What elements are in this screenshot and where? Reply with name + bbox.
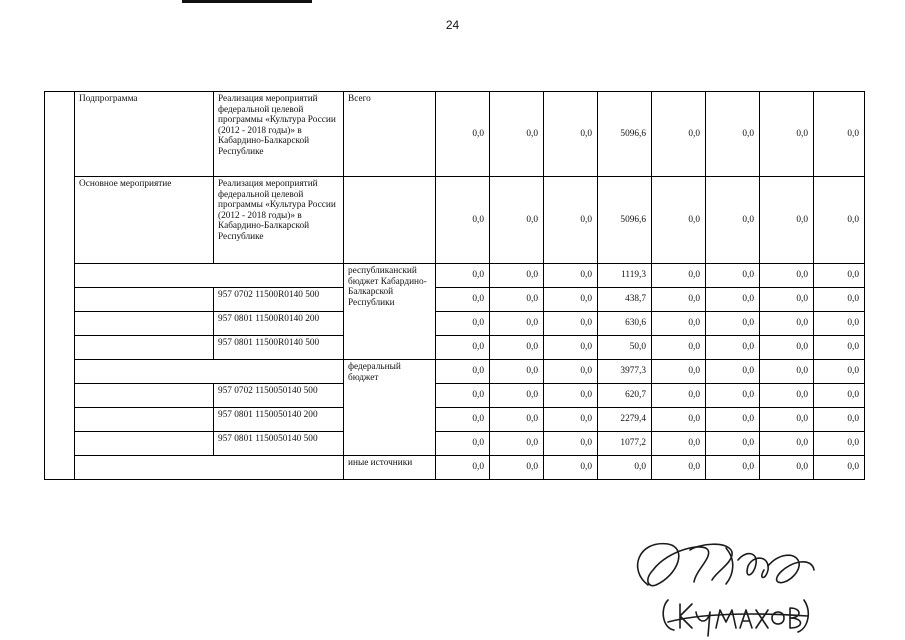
- value-cell: 0,0: [760, 408, 814, 432]
- code-cell: [75, 456, 344, 480]
- top-edge-fragment: [182, 0, 312, 3]
- name-cell: Реализация мероприятий федеральной целевой программы «Культура России (2012 - 2018 годы)» в Кабардино-Балкарской Республике: [214, 92, 344, 177]
- value-cell: 0,0: [436, 456, 490, 480]
- value-cell: 0,0: [706, 177, 760, 264]
- table-row: [45, 432, 865, 456]
- name-cell: Реализация мероприятий федеральной целевой программы «Культура России (2012 - 2018 годы)» в Кабардино-Балкарской Республике: [214, 177, 344, 264]
- value-cell: 0,0: [490, 288, 544, 312]
- value-cell: 0,0: [652, 384, 706, 408]
- blank-cell: [75, 288, 214, 312]
- blank-cell: [75, 312, 214, 336]
- value-cell: 0,0: [436, 288, 490, 312]
- value-cell: 0,0: [652, 456, 706, 480]
- table-row: [45, 312, 865, 336]
- value-cell: 0,0: [760, 384, 814, 408]
- value-cell: 0,0: [490, 92, 544, 177]
- code-cell: 957 0801 11500R0140 500: [214, 336, 344, 360]
- value-cell: 0,0: [814, 177, 865, 264]
- source-cell: [344, 177, 436, 264]
- value-cell: 0,0: [436, 384, 490, 408]
- value-cell: 0,0: [490, 312, 544, 336]
- blank-cell: [75, 408, 214, 432]
- value-cell: 0,0: [760, 360, 814, 384]
- value-cell: 0,0: [652, 432, 706, 456]
- blank-cell: [75, 336, 214, 360]
- value-cell: 0,0: [706, 92, 760, 177]
- table-row: [45, 92, 865, 177]
- code-cell: [75, 360, 344, 384]
- source-cell: федеральный бюджет: [344, 360, 436, 456]
- value-cell: 1077,2: [598, 432, 652, 456]
- value-cell: 0,0: [490, 177, 544, 264]
- type-cell: Основное мероприятие: [75, 177, 214, 264]
- value-cell: 0,0: [814, 312, 865, 336]
- value-cell: 0,0: [436, 432, 490, 456]
- code-cell: [75, 264, 344, 288]
- value-cell: 0,0: [706, 336, 760, 360]
- value-cell: 0,0: [490, 408, 544, 432]
- value-cell: 630,6: [598, 312, 652, 336]
- table-row: [45, 177, 865, 264]
- value-cell: 0,0: [652, 288, 706, 312]
- value-cell: 0,0: [814, 456, 865, 480]
- value-cell: 0,0: [544, 384, 598, 408]
- value-cell: 0,0: [544, 177, 598, 264]
- value-cell: 0,0: [652, 360, 706, 384]
- index-cell: [45, 92, 75, 480]
- value-cell: 0,0: [760, 92, 814, 177]
- value-cell: 5096,6: [598, 92, 652, 177]
- blank-cell: [75, 432, 214, 456]
- value-cell: 0,0: [814, 360, 865, 384]
- table-row: [45, 336, 865, 360]
- value-cell: 0,0: [760, 288, 814, 312]
- table-row: [45, 384, 865, 408]
- value-cell: 0,0: [814, 432, 865, 456]
- value-cell: 0,0: [544, 432, 598, 456]
- value-cell: 0,0: [652, 92, 706, 177]
- value-cell: 0,0: [814, 264, 865, 288]
- value-cell: 0,0: [598, 456, 652, 480]
- value-cell: 0,0: [436, 408, 490, 432]
- value-cell: 3977,3: [598, 360, 652, 384]
- value-cell: 0,0: [814, 92, 865, 177]
- value-cell: 0,0: [706, 288, 760, 312]
- value-cell: 0,0: [436, 264, 490, 288]
- table-row: [45, 408, 865, 432]
- value-cell: 0,0: [760, 336, 814, 360]
- value-cell: 0,0: [652, 408, 706, 432]
- value-cell: 0,0: [706, 456, 760, 480]
- value-cell: 0,0: [814, 408, 865, 432]
- value-cell: 0,0: [814, 288, 865, 312]
- value-cell: 0,0: [544, 336, 598, 360]
- value-cell: 50,0: [598, 336, 652, 360]
- value-cell: 0,0: [436, 312, 490, 336]
- budget-table: [44, 91, 865, 480]
- blank-cell: [75, 384, 214, 408]
- table-row: [45, 360, 865, 384]
- handwritten-signature: [608, 530, 838, 640]
- source-cell: иные источники: [344, 456, 436, 480]
- source-cell: Всего: [344, 92, 436, 177]
- table-row: [45, 288, 865, 312]
- value-cell: 0,0: [544, 288, 598, 312]
- value-cell: 0,0: [436, 336, 490, 360]
- value-cell: 0,0: [760, 312, 814, 336]
- value-cell: 0,0: [490, 336, 544, 360]
- code-cell: 957 0801 1150050140 500: [214, 432, 344, 456]
- table-row: [45, 264, 865, 288]
- value-cell: 0,0: [814, 336, 865, 360]
- page-number: 24: [445, 18, 460, 32]
- value-cell: 0,0: [544, 264, 598, 288]
- value-cell: 0,0: [760, 456, 814, 480]
- value-cell: 0,0: [706, 432, 760, 456]
- value-cell: 0,0: [706, 408, 760, 432]
- value-cell: 0,0: [760, 177, 814, 264]
- value-cell: 0,0: [490, 360, 544, 384]
- value-cell: 0,0: [490, 456, 544, 480]
- table-row: [45, 456, 865, 480]
- value-cell: 0,0: [706, 312, 760, 336]
- value-cell: 0,0: [544, 408, 598, 432]
- value-cell: 0,0: [652, 336, 706, 360]
- value-cell: 0,0: [652, 264, 706, 288]
- type-cell: Подпрограмма: [75, 92, 214, 177]
- value-cell: 0,0: [490, 384, 544, 408]
- value-cell: 0,0: [436, 360, 490, 384]
- value-cell: 0,0: [436, 92, 490, 177]
- value-cell: 0,0: [706, 384, 760, 408]
- value-cell: 0,0: [706, 360, 760, 384]
- source-cell: республиканский бюджет Кабардино-Балкарской Республики: [344, 264, 436, 360]
- value-cell: 1119,3: [598, 264, 652, 288]
- code-cell: 957 0801 1150050140 200: [214, 408, 344, 432]
- value-cell: 0,0: [544, 312, 598, 336]
- code-cell: 957 0702 11500R0140 500: [214, 288, 344, 312]
- value-cell: 0,0: [706, 264, 760, 288]
- value-cell: 5096,6: [598, 177, 652, 264]
- value-cell: 0,0: [544, 92, 598, 177]
- value-cell: 438,7: [598, 288, 652, 312]
- value-cell: 0,0: [490, 432, 544, 456]
- code-cell: 957 0801 11500R0140 200: [214, 312, 344, 336]
- value-cell: 0,0: [652, 312, 706, 336]
- value-cell: 0,0: [760, 264, 814, 288]
- code-cell: 957 0702 1150050140 500: [214, 384, 344, 408]
- value-cell: 0,0: [490, 264, 544, 288]
- value-cell: 0,0: [760, 432, 814, 456]
- value-cell: 620,7: [598, 384, 652, 408]
- value-cell: 0,0: [436, 177, 490, 264]
- value-cell: 2279,4: [598, 408, 652, 432]
- value-cell: 0,0: [814, 384, 865, 408]
- value-cell: 0,0: [652, 177, 706, 264]
- value-cell: 0,0: [544, 456, 598, 480]
- value-cell: 0,0: [544, 360, 598, 384]
